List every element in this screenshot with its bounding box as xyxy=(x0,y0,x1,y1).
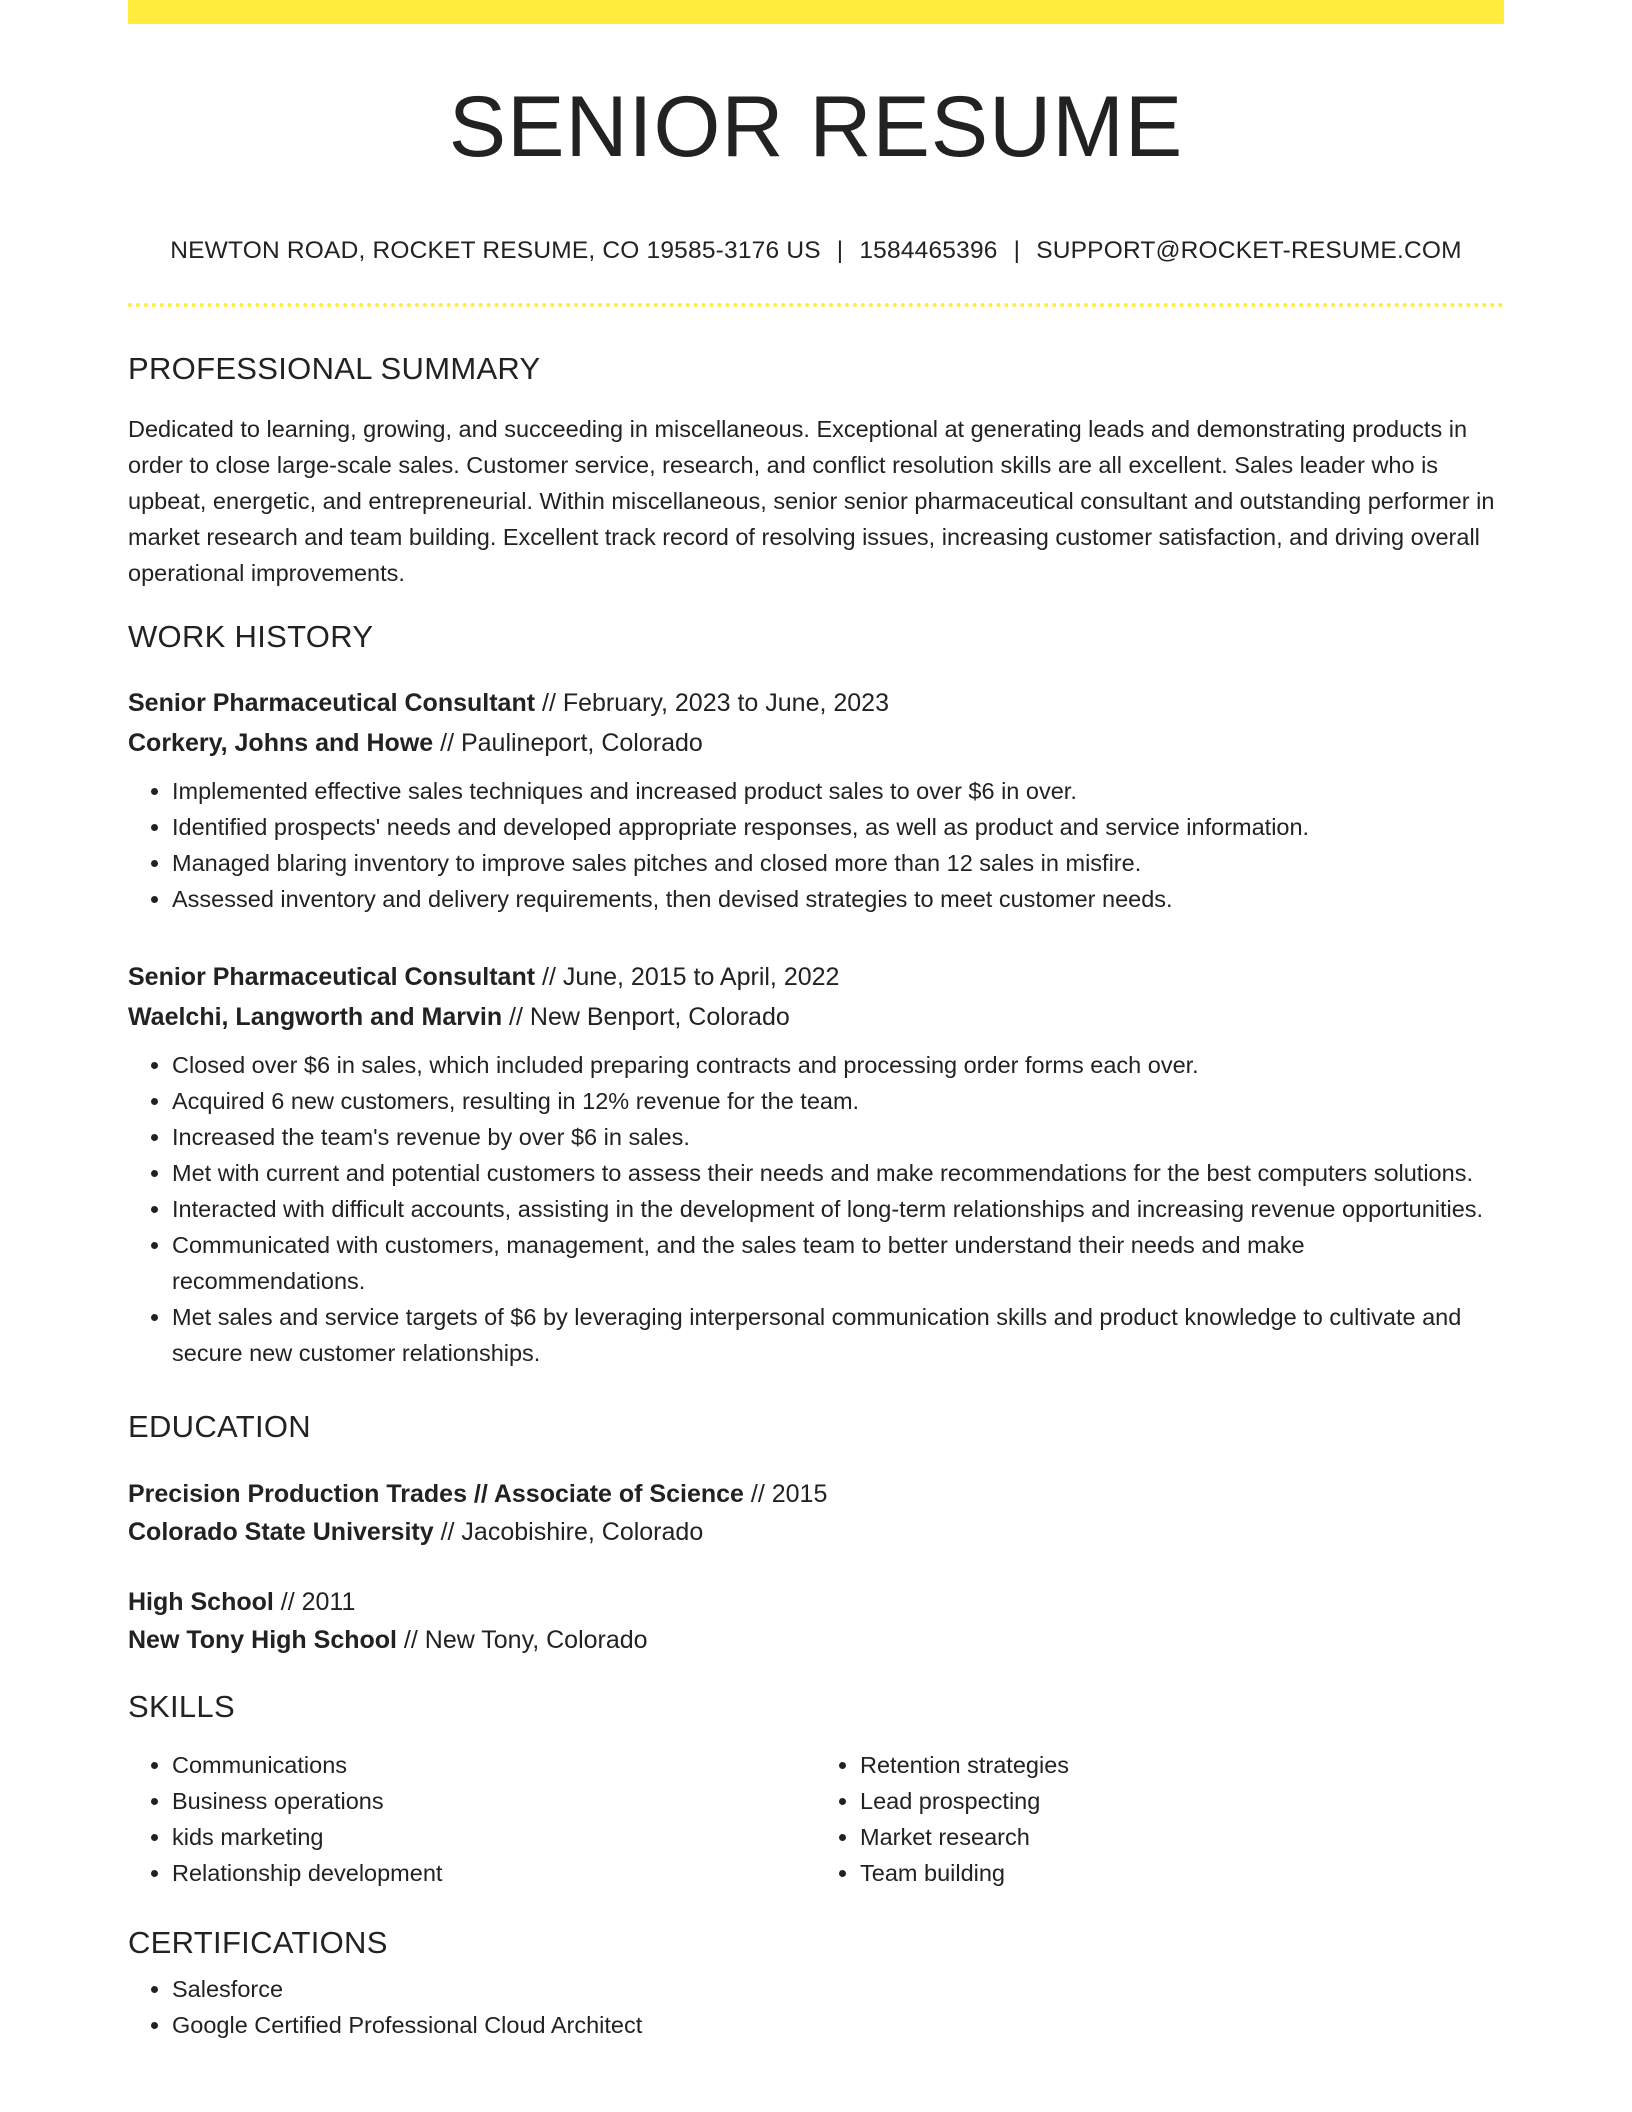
education-degree: High School xyxy=(128,1587,274,1616)
list-item: • Market research xyxy=(860,1819,1504,1855)
education-degree: Precision Production Trades // Associate of Science xyxy=(128,1479,744,1508)
list-item: • Business operations xyxy=(172,1783,816,1819)
job-company-line xyxy=(128,997,1504,1037)
certifications-list xyxy=(128,1971,1504,2043)
skills-section xyxy=(128,1689,1504,1891)
job-position: Senior Pharmaceutical Consultant xyxy=(128,688,536,717)
contact-phone: 1584465396 xyxy=(859,236,998,264)
list-item: • Managed blaring inventory to improve sales pitches and closed more than 12 sales in misfire. xyxy=(172,845,1504,881)
education-entry xyxy=(128,1475,1504,1551)
list-item: • Implemented effective sales techniques and increased product sales to over $6 in over. xyxy=(172,773,1504,809)
list-item: • Met sales and service targets of $6 by leveraging interpersonal communication skills and product knowledge to cultivate and secure new customer relationships. xyxy=(172,1299,1504,1371)
job-location: // New Benport, Colorado xyxy=(502,1002,790,1031)
job-dates: // June, 2015 to April, 2022 xyxy=(535,962,840,991)
contact-separator: | xyxy=(836,236,844,264)
job-title-line xyxy=(128,683,1504,723)
education-degree-line xyxy=(128,1583,1504,1621)
job-bullets xyxy=(128,1047,1504,1371)
list-item: • Google Certified Professional Cloud Architect xyxy=(172,2007,1504,2043)
education-year: // 2011 xyxy=(273,1587,356,1616)
job-entry xyxy=(128,957,1504,1371)
list-item: • Acquired 6 new customers, resulting in 12% revenue for the team. xyxy=(172,1083,1504,1119)
list-item: • Lead prospecting xyxy=(860,1783,1504,1819)
education-location: // Jacobishire, Colorado xyxy=(433,1517,704,1546)
education-entry xyxy=(128,1583,1504,1659)
job-position: Senior Pharmaceutical Consultant xyxy=(128,962,536,991)
education-school-line xyxy=(128,1621,1504,1659)
dotted-divider xyxy=(128,303,1504,307)
list-item: • Met with current and potential customers to assess their needs and make recommendations for the best computers solutions. xyxy=(172,1155,1504,1191)
resume-page xyxy=(128,0,1504,2043)
list-item: • Interacted with difficult accounts, assisting in the development of long-term relationships and increasing revenue opportunities. xyxy=(172,1191,1504,1227)
job-entry xyxy=(128,683,1504,917)
list-item: • Assessed inventory and delivery requirements, then devised strategies to meet customer needs. xyxy=(172,881,1504,917)
list-item: • Identified prospects' needs and developed appropriate responses, as well as product and service information. xyxy=(172,809,1504,845)
job-dates: // February, 2023 to June, 2023 xyxy=(535,688,889,717)
contact-email: SUPPORT@ROCKET-RESUME.COM xyxy=(1036,236,1462,264)
list-item: • Retention strategies xyxy=(860,1747,1504,1783)
education-school: Colorado State University xyxy=(128,1517,434,1546)
section-title-certifications: CERTIFICATIONS xyxy=(128,1924,388,1960)
education-school: New Tony High School xyxy=(128,1625,397,1654)
job-company-line xyxy=(128,723,1504,763)
list-item: • Salesforce xyxy=(172,1971,1504,2007)
list-item: • Team building xyxy=(860,1855,1504,1891)
education-section xyxy=(128,1409,1504,1659)
skills-list-right xyxy=(816,1747,1504,1891)
job-company: Waelchi, Langworth and Marvin xyxy=(128,1002,503,1031)
section-title-education: EDUCATION xyxy=(128,1408,311,1444)
resume-name: SENIOR RESUME xyxy=(448,79,1184,175)
section-title-summary: PROFESSIONAL SUMMARY xyxy=(128,350,541,386)
list-item: • Communicated with customers, management, and the sales team to better understand their needs and make recommendations. xyxy=(172,1227,1504,1299)
education-degree-line xyxy=(128,1475,1504,1513)
list-item: • kids marketing xyxy=(172,1819,816,1855)
job-bullets xyxy=(128,773,1504,917)
job-title-line xyxy=(128,957,1504,997)
summary-text: Dedicated to learning, growing, and succeeding in miscellaneous. Exceptional at generating leads and demonstrating products in order to close large-scale sales. Customer service, research, and conflict resolution skills are all excellent. Sales leader who is upbeat, energetic, and entrepreneurial. Within miscellaneous, senior senior pharmaceutical consultant and outstanding performer in market research and team building. Excellent track record of resolving issues, increasing customer satisfaction, and driving overall operational improvements. xyxy=(128,415,1495,586)
job-location: // Paulineport, Colorado xyxy=(433,728,703,757)
contact-address: NEWTON ROAD, ROCKET RESUME, CO 19585-3176 US xyxy=(170,236,821,264)
list-item: • Closed over $6 in sales, which included preparing contracts and processing order forms each over. xyxy=(172,1047,1504,1083)
section-title-skills: SKILLS xyxy=(128,1688,235,1724)
education-location: // New Tony, Colorado xyxy=(396,1625,648,1654)
contact-separator: | xyxy=(1013,236,1021,264)
list-item: • Increased the team's revenue by over $6 in sales. xyxy=(172,1119,1504,1155)
list-item: • Relationship development xyxy=(172,1855,816,1891)
top-accent-bar xyxy=(128,0,1504,24)
work-history-section xyxy=(128,619,1504,1371)
job-company: Corkery, Johns and Howe xyxy=(128,728,434,757)
skills-columns xyxy=(128,1747,1504,1891)
contact-line xyxy=(128,237,1504,265)
skills-list-left xyxy=(128,1747,816,1891)
section-title-work-history: WORK HISTORY xyxy=(128,618,374,654)
education-school-line xyxy=(128,1513,1504,1551)
summary-section xyxy=(128,351,1504,591)
certifications-section xyxy=(128,1925,1504,2043)
list-item: • Communications xyxy=(172,1747,816,1783)
education-year: // 2015 xyxy=(743,1479,828,1508)
